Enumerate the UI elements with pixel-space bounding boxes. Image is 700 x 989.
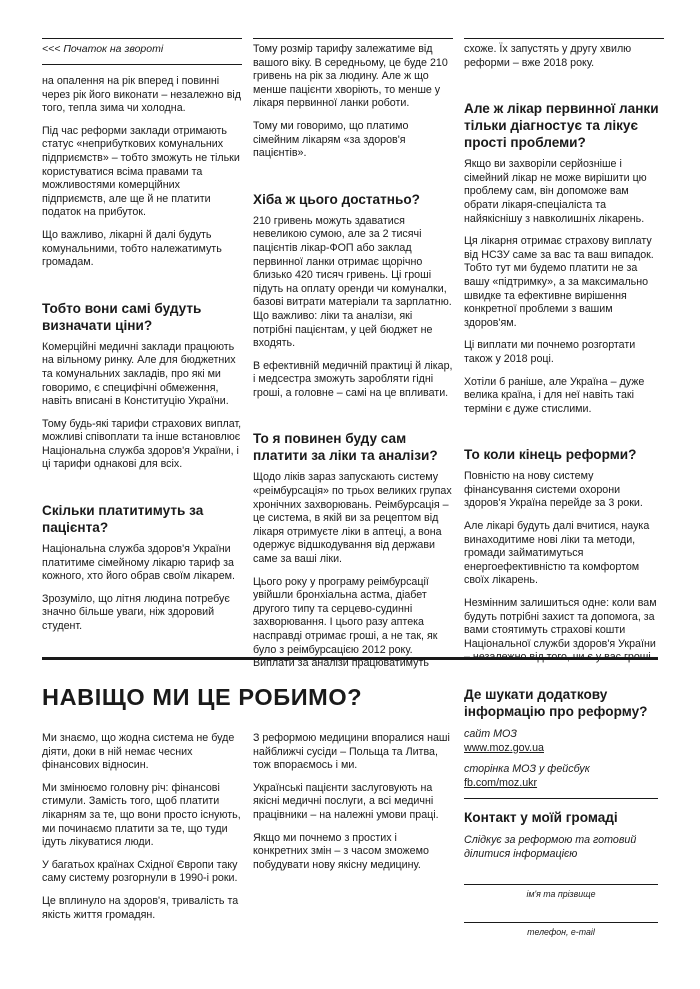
paragraph: Комерційні медичні заклади працюють на вільному ринку. Але для бюджетних та комунальних закладів, про які ми говоримо, є специфічні обмеження, навіть вписані в Конституцію України. — [42, 340, 236, 408]
facebook-block — [464, 763, 658, 790]
paragraph: Зрозуміло, що літня людина потребує значно більше уваги, ніж здоровий студент. — [42, 592, 230, 633]
paragraph: Ці виплати ми почнемо розгортати також у 2018 році. — [464, 339, 636, 365]
contact-note: Слідкує за реформою та готовий ділитися інформацією — [464, 834, 637, 860]
section-heading: Тобто вони самі будуть визначати ціни? — [42, 300, 202, 333]
paragraph: на опалення на рік вперед і повинні через рік його виконати – незалежно від того, тепла зима чи холодна. — [42, 75, 242, 115]
paragraph: Якщо ми почнемо з простих і конкретних змін – з часом зможемо побудувати нову якісну медицину. — [253, 831, 429, 871]
back-page-link[interactable]: <<< Початок на звороті — [42, 43, 164, 55]
paragraph: Якщо ви захворіли серйозніше і сімейний лікар не може вирішити цю проблему сам, він допоможе вам обрати лікаря-спеціаліста та найякіснішу з навколишніх лікарень. — [464, 158, 647, 225]
paragraph: Тому розмір тарифу залежатиме від вашого віку. В середньому, це буде 210 гривень на рік за людину. Але ж що менше пацієнти хворіють, то менше у лікаря первинної ланки роботи. — [253, 43, 448, 110]
paragraph: Ця лікарня отримає страхову виплату від НСЗУ саме за вас та ваш випадок. Тобто тут ми будемо платити не за вашу «підтримку», а за максимально швидке та ефективне вирішення конкретної проблеми з вашим здоров'ям. — [464, 235, 654, 329]
main-heading: НАВІЩО МИ ЦЕ РОБИМО? — [42, 684, 363, 710]
paragraph: З реформою медицини впоралися наші найближчі сусіди – Польща та Литва, тож впораємось і ми. — [253, 732, 450, 772]
facebook-link[interactable]: fb.com/moz.ukr — [464, 776, 538, 789]
paragraph: Хотіли б раніше, але Україна – дуже велика країна, і для неї навіть такі терміни є дуже стислими. — [464, 375, 645, 415]
bottom-column-2 — [253, 732, 453, 881]
name-field-label: ім'я та прізвище — [526, 888, 596, 899]
paragraph: Під час реформи заклади отримають статус «неприбуткових комунальних підприємств» – тобто зможуть не тільки користуватися всіма правами та можливостями комерційних підприємств, але ще й не платити податок на прибуток. — [42, 124, 240, 219]
paragraph: Цього року у програму реімбурсації увійшли бронхіальна астма, діабет другого типу та серцево-судинні захворювання. І цього разу аптека насправді отримає гроші, а не так, як було з реімбурсацією 2012 року. Виплати за аналізи працюватимуть — [253, 575, 438, 670]
phone-email-field-label: телефон, e-mail — [527, 926, 595, 937]
paragraph: Що важливо, лікарні й далі будуть комунальними, тобто належатимуть громадам. — [42, 228, 222, 269]
column-1 — [42, 38, 242, 643]
heavy-divider — [42, 657, 658, 660]
section-heading: Але ж лікар первинної ланки тільки діагностує та лікує прості проблеми? — [464, 101, 659, 151]
paragraph: Ми змінюємо головну річ: фінансові стимули. Замість того, щоб платити лікарням за те, що вони просто існують, ми починаємо платити за те, що туди ідуть лікуватися люди. — [42, 781, 241, 849]
paragraph: Повністю на нову систему фінансування системи охорони здоров'я Україна перейде за 3 роки. — [464, 470, 643, 510]
sidebar-divider — [464, 798, 658, 799]
section-heading: Скільки платитимуть за пацієнта? — [42, 503, 204, 536]
info-sidebar — [464, 686, 658, 938]
site-block — [464, 728, 658, 755]
section-heading: То коли кінець реформи? — [464, 447, 637, 463]
column-3 — [464, 38, 664, 674]
paragraph: Але лікарі будуть далі вчитися, наука винаходитиме нові ліки та методи, громади займатимуться енергоефективністю та комфортом своїх лікарень. — [464, 520, 650, 587]
section-heading: То я повинен буду сам платити за ліки та аналізи? — [253, 431, 438, 464]
paragraph: Незмінним залишиться одне: коли вам будуть потрібні захист та допомога, за вами стоятимуть страхові кошти Національної служби здоров'я України – незалежно від того, чи є у вас гроші. — [464, 597, 657, 664]
bottom-column-1 — [42, 732, 242, 931]
paragraph: Тому будь-які тарифи страхових виплат, можливі співоплати та інше встановлює Національна служба здоров'я України, і ці тарифи однакові для всіх. — [42, 417, 242, 471]
paragraph: В ефективній медичній практиці й лікар, і медсестра зможуть заробляти гідні гроші, а головне – самі на це впливати. — [253, 359, 453, 399]
facebook-label: сторінка МОЗ у фейсбук — [464, 763, 590, 776]
site-label: сайт МОЗ — [464, 728, 517, 740]
section-heading: Хіба ж цього достатньо? — [253, 191, 420, 207]
info-heading: Де шукати додаткову інформацію про реформу? — [464, 687, 648, 719]
contact-heading: Контакт у моїй громаді — [464, 810, 618, 826]
paragraph: Національна служба здоров'я України платитиме сімейному лікарю тариф за кожного, хто його обрав своїм лікарем. — [42, 543, 235, 583]
paragraph: Це вплинуло на здоров'я, тривалість та якість життя громадян. — [42, 894, 239, 921]
paragraph: У багатьох країнах Східної Європи таку саму систему розгорнули в 1990-і роки. — [42, 858, 238, 885]
paragraph: схоже. Їх запустять у другу хвилю реформи – вже 2018 року. — [464, 43, 632, 69]
paragraph: Тому ми говоримо, що платимо сімейним лікарям «за здоров'я пацієнтів». — [253, 119, 409, 160]
paragraph: Українські пацієнти заслуговують на якісні медичні послуги, а всі медичні працівники – на належні умови праці. — [253, 781, 439, 821]
paragraph: 210 гривень можуть здаватися невеликою сумою, але за 2 тисячі пацієнтів лікар-ФОП або заклад первинної ланки отримає щорічно близько 420 тисяч гривень. Ці гроші підуть на оплату оренди чи комуналки, базові витрати матеріали та зарплатню. Що важливо: ліки та аналізи, які потрібні пацієнтам, у цей бюджет не входять. — [253, 214, 452, 350]
bottom-section-rule — [42, 657, 658, 660]
paragraph: Ми знаємо, що жодна система не буде діяти, доки в ній немає чесних фінансових відносин. — [42, 732, 235, 772]
site-link[interactable]: www.moz.gov.ua — [464, 741, 544, 754]
paragraph: Щодо ліків зараз запускають систему «реімбурсація» по трьох великих групах хронічних захворювань. Реімбурсація – це система, в якій ви за рецептом від лікаря отримуєте ліки в аптеці, а вона одержує відшкодування від держави саме за ваші ліки. — [253, 471, 452, 566]
column-2 — [253, 38, 453, 680]
